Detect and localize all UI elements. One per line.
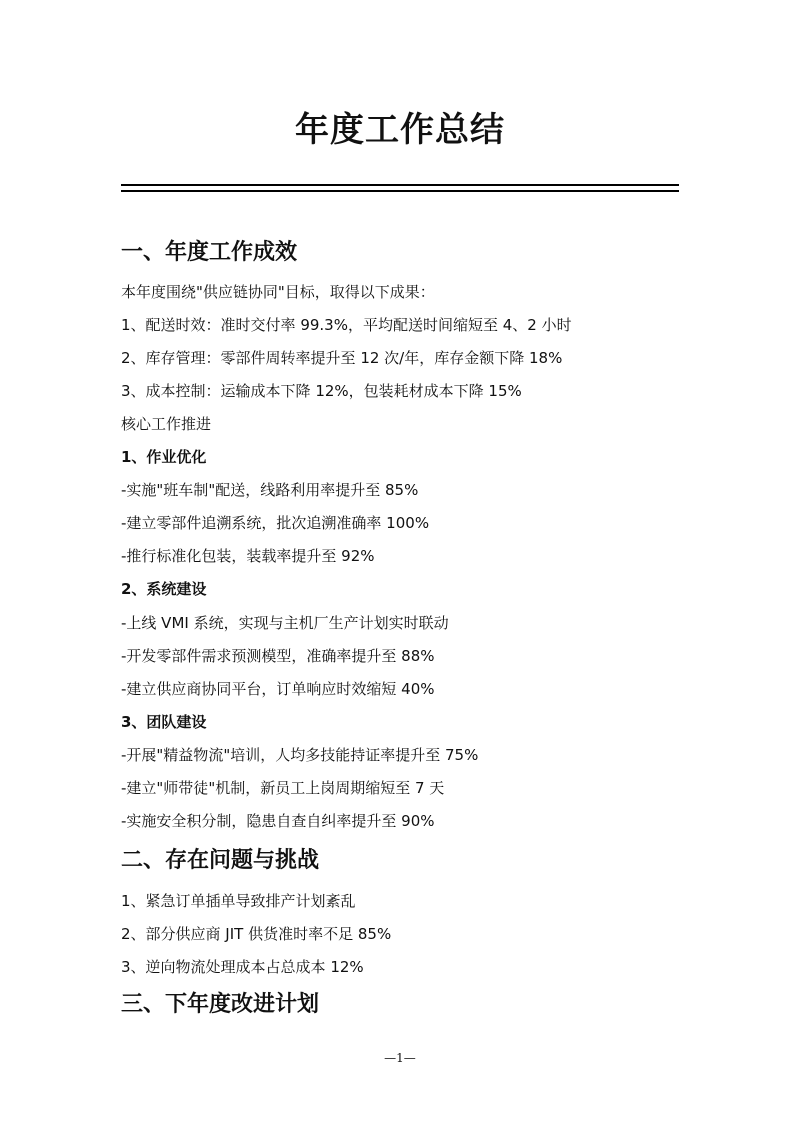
list-item: -实施"班车制"配送，线路利用率提升至 85% <box>121 481 419 499</box>
title-divider-top <box>121 184 679 186</box>
list-item: -建立供应商协同平台，订单响应时效缩短 40% <box>121 680 435 698</box>
list-item: -开展"精益物流"培训，人均多技能持证率提升至 75% <box>121 746 479 764</box>
subsection-heading: 2、系统建设 <box>121 580 207 598</box>
list-item: -上线 VMI 系统，实现与主机厂生产计划实时联动 <box>121 614 449 632</box>
list-item: 1、配送时效：准时交付率 99.3%，平均配送时间缩短至 4、2 小时 <box>121 316 572 334</box>
subsection-heading: 3、团队建设 <box>121 713 207 731</box>
page-title: 年度工作总结 <box>295 110 505 150</box>
list-item: 2、部分供应商 JIT 供货准时率不足 85% <box>121 925 392 943</box>
list-item: 2、库存管理：零部件周转率提升至 12 次/年，库存金额下降 18% <box>121 349 563 367</box>
list-item: -建立"师带徒"机制，新员工上岗周期缩短至 7 天 <box>121 779 445 797</box>
list-item: -建立零部件追溯系统，批次追溯准确率 100% <box>121 514 430 532</box>
section-heading: 三、下年度改进计划 <box>121 992 320 1017</box>
list-item: -开发零部件需求预测模型，准确率提升至 88% <box>121 647 435 665</box>
page-number: —1— <box>384 1051 416 1065</box>
list-item: -实施安全积分制，隐患自查自纠率提升至 90% <box>121 812 435 830</box>
paragraph: 本年度围绕"供应链协同"目标，取得以下成果： <box>121 283 435 301</box>
list-item: -推行标准化包装，装载率提升至 92% <box>121 547 375 565</box>
section-heading: 一、年度工作成效 <box>121 240 298 265</box>
list-item: 1、紧急订单插单导致排产计划紊乱 <box>121 892 356 910</box>
subheading-label: 核心工作推进 <box>121 415 212 433</box>
title-divider-bottom <box>121 190 679 192</box>
list-item: 3、逆向物流处理成本占总成本 12% <box>121 958 364 976</box>
subsection-heading: 1、作业优化 <box>121 448 207 466</box>
list-item: 3、成本控制：运输成本下降 12%，包装耗材成本下降 15% <box>121 382 522 400</box>
section-heading: 二、存在问题与挑战 <box>121 848 320 873</box>
